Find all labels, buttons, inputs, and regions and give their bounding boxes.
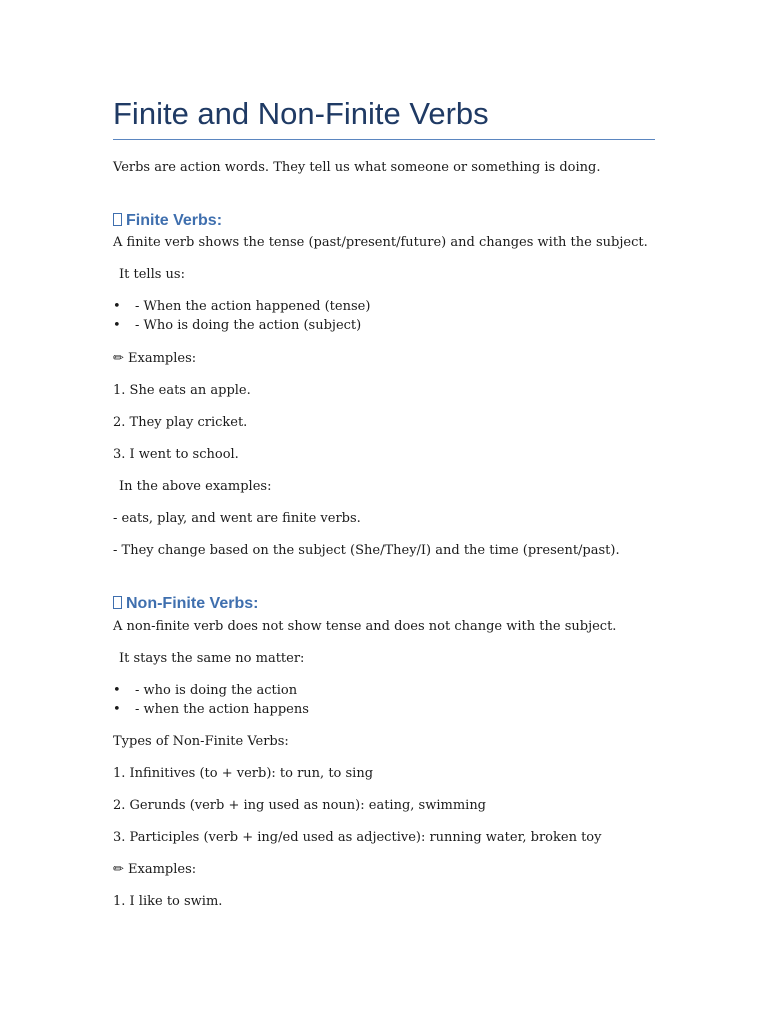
- nonfinite-definition: A non-finite verb does not show tense and does not change with the subject.: [113, 619, 617, 634]
- nonfinite-heading-text: Non-Finite Verbs:: [126, 595, 259, 612]
- example-item: 1. I like to swim.: [113, 894, 223, 909]
- example-item: 2. They play cricket.: [113, 415, 248, 430]
- finite-heading-text: Finite Verbs:: [126, 212, 223, 229]
- finite-definition: A finite verb shows the tense (past/present/future) and changes with the subject.: [113, 235, 648, 250]
- list-item: - who is doing the action: [135, 683, 298, 698]
- example-item: 1. She eats an apple.: [113, 383, 251, 398]
- missing-glyph-icon: [113, 213, 122, 226]
- finite-tells-us: It tells us:: [119, 267, 185, 282]
- note-item: - They change based on the subject (She/They/I) and the time (present/past).: [113, 543, 620, 558]
- bullet-marker: •: [113, 683, 121, 698]
- note-item: - eats, play, and went are finite verbs.: [113, 511, 361, 526]
- nonfinite-examples-label: ✏ Examples:: [113, 862, 197, 877]
- type-item: 2. Gerunds (verb + ing used as noun): eating, swimming: [113, 798, 487, 813]
- bullet-marker: •: [113, 318, 121, 333]
- bullet-marker: •: [113, 299, 121, 314]
- list-item: - When the action happened (tense): [135, 299, 371, 314]
- finite-heading: [113, 211, 222, 231]
- page-title: Finite and Non-Finite Verbs: [113, 96, 489, 131]
- above-examples-label: In the above examples:: [119, 479, 272, 494]
- types-label: Types of Non-Finite Verbs:: [113, 734, 289, 749]
- nonfinite-stays-same: It stays the same no matter:: [119, 651, 305, 666]
- intro-text: Verbs are action words. They tell us what someone or something is doing.: [113, 160, 601, 175]
- list-item: - Who is doing the action (subject): [135, 318, 362, 333]
- type-item: 3. Participles (verb + ing/ed used as adjective): running water, broken toy: [113, 830, 602, 845]
- title-underline: [113, 139, 655, 140]
- bullet-marker: •: [113, 702, 121, 717]
- finite-examples-label: ✏ Examples:: [113, 351, 197, 366]
- missing-glyph-icon: [113, 596, 122, 609]
- example-item: 3. I went to school.: [113, 447, 239, 462]
- type-item: 1. Infinitives (to + verb): to run, to sing: [113, 766, 374, 781]
- nonfinite-heading: [113, 594, 258, 614]
- list-item: - when the action happens: [135, 702, 309, 717]
